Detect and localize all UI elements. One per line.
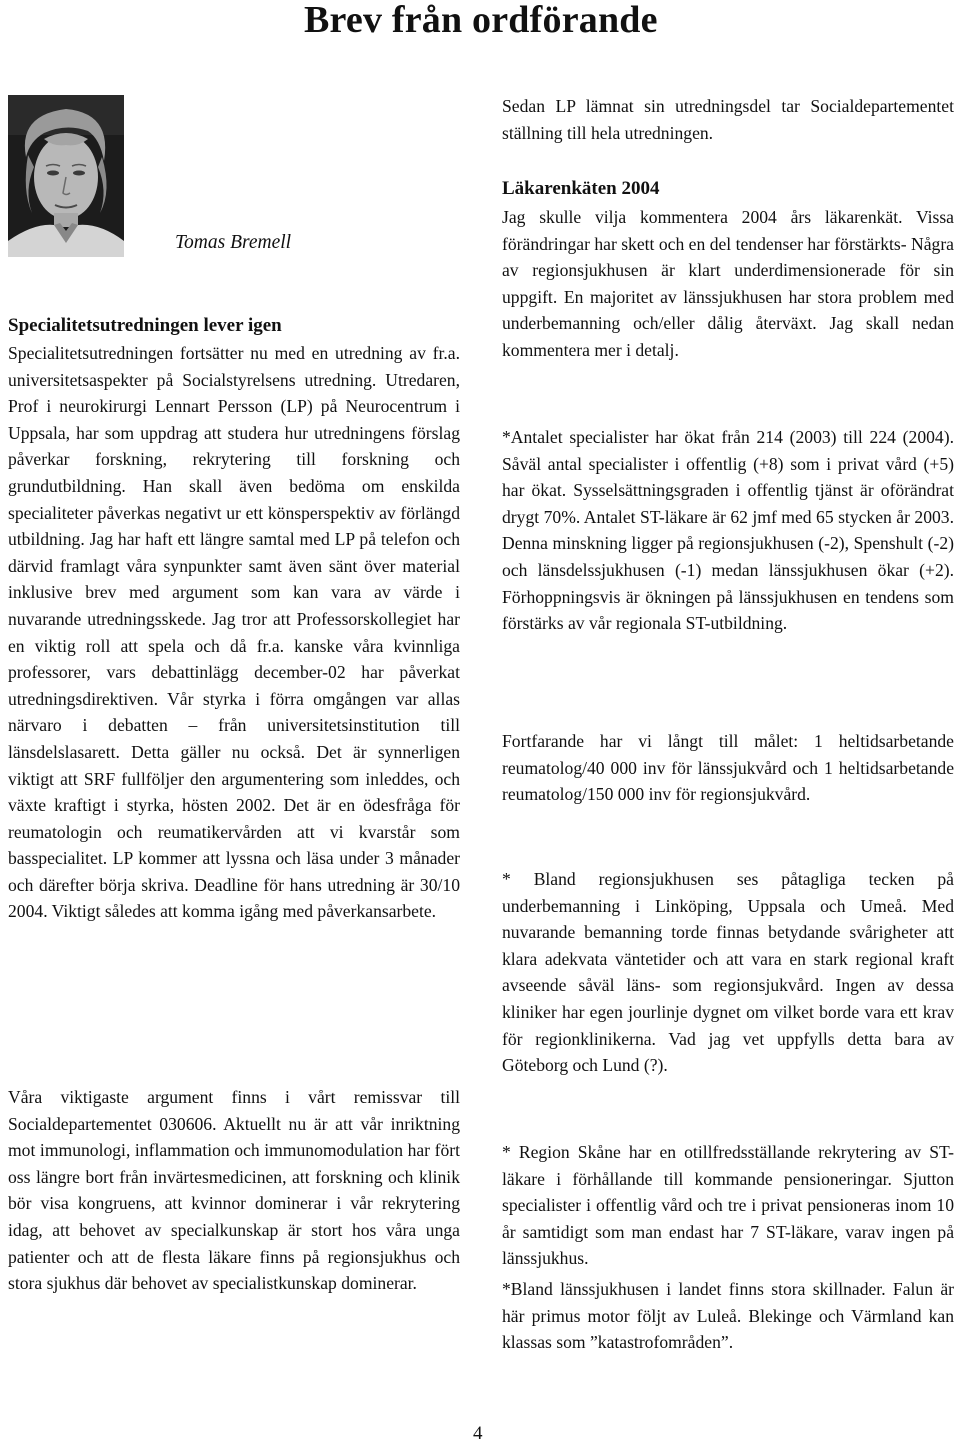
paragraph-text: Sedan LP lämnat sin utredningsdel tar Socialdepartementet ställning till hela utredningen. bbox=[502, 96, 954, 143]
body-paragraph bbox=[502, 424, 954, 637]
body-paragraph bbox=[8, 1084, 460, 1297]
section-heading-lakarenkaten: Läkarenkäten 2004 bbox=[502, 178, 660, 199]
paragraph-text: * Bland regionsjukhusen ses påtagliga tecken på underbemanning i Linköping, Uppsala och Umeå. Med nuvarande bemanning torde finnas betydande svårigheter att klara adekvata väntetider och att vara en stark regional kraft avseende såväl läns- som regionsjukvård. Ingen av dessa kliniker har egen jourlinje dygnet om vilket borde vara ett krav för regionklinikerna. Vad jag vet uppfylls detta bara av Göteborg och Lund (?). bbox=[502, 869, 954, 1076]
paragraph-text: Fortfarande har vi långt till målet: 1 heltidsarbetande reumatolog/40 000 inv för länssjukvård och 1 heltidsarbetande reumatolog/150 000 inv för regionsjukvård. bbox=[502, 731, 954, 805]
paragraph-text: Jag skulle vilja kommentera 2004 års läkarenkät. Vissa förändringar har skett och en del tendenser har förstärkts- Några av regionsjukhusen är klart underdimensionerade för sin uppgift. En majoritet av länssjukhusen har stora problem med underbemanning och/eller dålig återväxt. Jag skall nedan kommentera mer i detalj. bbox=[502, 207, 954, 360]
author-photo bbox=[8, 95, 124, 257]
body-paragraph bbox=[502, 1276, 954, 1356]
author-name: Tomas Bremell bbox=[175, 232, 292, 253]
paragraph-text: *Antalet specialister har ökat från 214 (2003) till 224 (2004). Såväl antal specialister i offentlig (+8) som i privat vård (+5) har ökat. Sysselsättningsgraden i offentlig tjänst är oförändrat drygt 70%. Antalet ST-läkare är 62 jmf med 65 stycken år 2003. Denna minskning ligger på regionsjukhusen (-2), Spenshult (-2) och länsdelssjukhusen (-1) medan länssjukhusen ökar (+2). Förhoppningsvis är ökningen på länssjukhusen en tendens som förstärks av vår regionala ST-utbildning. bbox=[502, 427, 954, 634]
body-paragraph bbox=[502, 866, 954, 1079]
body-paragraph bbox=[502, 728, 954, 808]
body-paragraph bbox=[502, 1139, 954, 1272]
paragraph-text: Våra viktigaste argument finns i vårt remissvar till Socialdepartementet 030606. Aktuellt nu är att vår inriktning mot immunologi, inflammation och immunomodulation har fört oss längre bort från invärtesmedicinen, att forskning och klinik bör visa kongruens, att kvinnor dominerar i vår rekrytering idag, att behovet av specialkunskap är stort hos våra unga patienter och att de flesta läkare finns på regionsjukhus och stora sjukhus där behovet av specialistkunskap dominerar. bbox=[8, 1087, 460, 1294]
body-paragraph bbox=[502, 93, 954, 146]
page-title: Brev från ordförande bbox=[304, 0, 658, 41]
paragraph-text: * Region Skåne har en otillfredsställande rekrytering av ST-läkare i förhållande till kommande pensioneringar. Sjutton specialister i offentlig vård och tre i privat pensioneras inom 10 år samtidigt som man endast har 7 ST-läkare, varav ingen på länssjukhus. bbox=[502, 1142, 954, 1269]
section-heading-specialitetsutredningen: Specialitetsutredningen lever igen bbox=[8, 315, 282, 336]
paragraph-text: *Bland länssjukhusen i landet finns stora skillnader. Falun är här primus motor följt av Luleå. Blekinge och Värmland kan klassas som ”katastrofområden”. bbox=[502, 1279, 954, 1353]
page-number: 4 bbox=[473, 1423, 483, 1444]
body-paragraph bbox=[502, 204, 954, 364]
paragraph-text: Specialitetsutredningen fortsätter nu med en utredning av fr.a. universitetsaspekter på Socialstyrelsens utredning. Utredaren, Prof i neurokirurgi Lennart Persson (LP) på Neurocentrum i Uppsala, har som uppdrag att studera hur utredningens förslag påverkar forskning, rekrytering till forskning och grundutbildning. Han skall även bedöma om enskilda specialiteter påverkas negativt ur ett könsperspektiv av förlängd utbildning. Jag har haft ett längre samtal med LP på telefon och därvid framlagt våra synpunkter samt även sänt över material inklusive brev med argument som kan vara av värde i nuvarande utredningsskede. Jag tror att Professorskollegiet har en viktig roll att spela och då fr.a. kanske våra kvinnliga professorer, vars debattinlägg december-02 har påverkat utredningsdirektiven. Vår styrka i förra omgången var allas närvaro i debatten – från universitetsinstitution till länsdelslasarett. Detta gäller nu också. Det är synnerligen viktigt att SRF fullföljer den argumentering som inleddes, och växte kraftigt i styrka, hösten 2002. Det är en ödesfråga för reumatologin och reumatikervården att vi kvarstår som basspecialitet. LP kommer att lyssna och läsa under 3 månader och därefter börja skriva. Deadline för hans utredning är 30/10 2004. Viktigt således att komma igång med påverkansarbete. bbox=[8, 343, 460, 922]
author-photo-image bbox=[8, 95, 124, 257]
body-paragraph bbox=[8, 340, 460, 925]
